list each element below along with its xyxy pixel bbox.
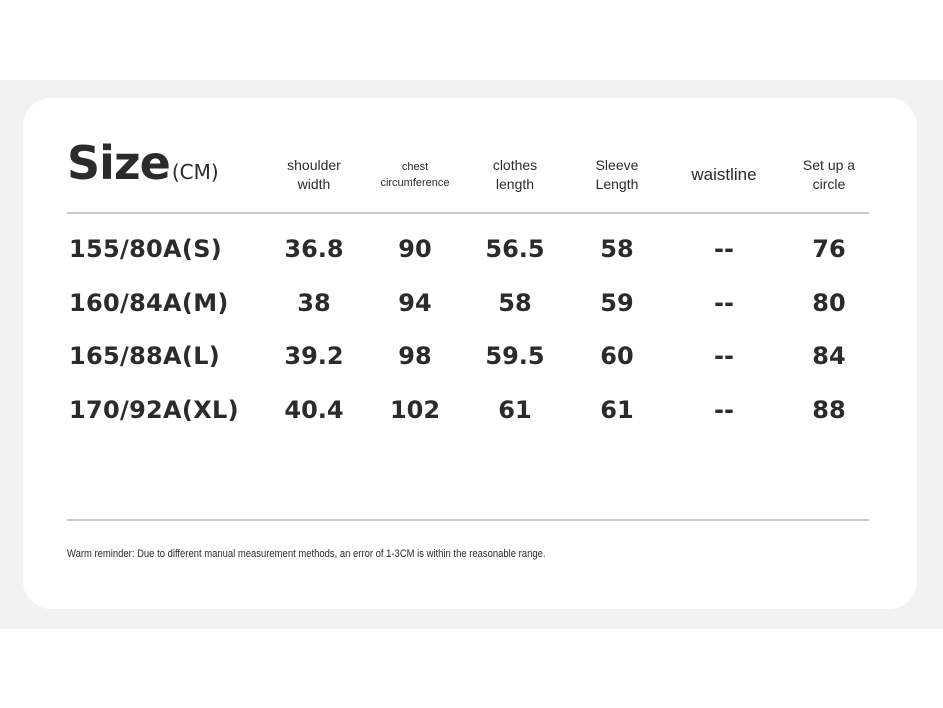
- header-chest-circumference: [360, 150, 470, 200]
- cell-shoulder-width: 38: [297, 289, 331, 317]
- header-line: width: [297, 176, 331, 192]
- cell-clothes-length: 61: [498, 396, 532, 424]
- table-row: [0, 283, 943, 323]
- header-line: chest: [401, 160, 429, 173]
- size-label: 165/88A(L): [69, 342, 221, 370]
- cell-waistline: --: [714, 289, 734, 317]
- header-line: Length: [595, 176, 639, 192]
- cell-waistline: --: [714, 235, 734, 263]
- cell-sleeve-length: 59: [600, 289, 634, 317]
- header-clothes-length: [460, 150, 570, 200]
- table-row: [0, 336, 943, 376]
- cell-shoulder-width: 39.2: [284, 342, 344, 370]
- header-line: shoulder: [287, 157, 341, 174]
- header-line: clothes: [492, 157, 538, 174]
- cell-shoulder-width: 36.8: [284, 235, 344, 263]
- cell-sleeve-length: 61: [600, 396, 634, 424]
- header-shoulder-width: [259, 150, 369, 200]
- cell-sleeve-length: 58: [600, 235, 634, 263]
- cell-shoulder-width: 40.4: [284, 396, 344, 424]
- cell-set-up-a-circle: 88: [812, 396, 846, 424]
- cell-waistline: --: [714, 342, 734, 370]
- header-line: circumference: [380, 177, 450, 189]
- footer-divider: [67, 519, 869, 521]
- title-unit: (CM): [171, 160, 219, 184]
- cell-clothes-length: 58: [498, 289, 532, 317]
- cell-chest-circumference: 90: [398, 235, 432, 263]
- cell-set-up-a-circle: 80: [812, 289, 846, 317]
- title-main: Size: [67, 136, 170, 190]
- header-sleeve-length: [562, 150, 672, 200]
- size-label: 170/92A(XL): [69, 396, 239, 424]
- cell-set-up-a-circle: 76: [812, 235, 846, 263]
- header-line: Set up a: [802, 157, 856, 174]
- cell-waistline: --: [714, 396, 734, 424]
- cell-chest-circumference: 94: [398, 289, 432, 317]
- cell-set-up-a-circle: 84: [812, 342, 846, 370]
- header-set-up-a-circle: [774, 150, 884, 200]
- size-chart-title: [67, 136, 219, 190]
- table-row: [0, 390, 943, 430]
- cell-chest-circumference: 98: [398, 342, 432, 370]
- cell-sleeve-length: 60: [600, 342, 634, 370]
- cell-chest-circumference: 102: [389, 396, 441, 424]
- table-row: [0, 229, 943, 269]
- size-label: 155/80A(S): [69, 235, 223, 263]
- header-line: Sleeve: [595, 157, 639, 174]
- header-line: waistline: [691, 164, 757, 184]
- header-line: circle: [812, 176, 846, 192]
- warm-reminder-note: Warm reminder: Due to different manual measurement methods, an error of 1-3CM is within the reasonable range.: [67, 548, 546, 560]
- header-line: length: [495, 176, 535, 192]
- header-waistline: [669, 150, 779, 200]
- cell-clothes-length: 56.5: [485, 235, 545, 263]
- cell-clothes-length: 59.5: [485, 342, 545, 370]
- size-label: 160/84A(M): [69, 289, 229, 317]
- header-divider: [67, 212, 869, 214]
